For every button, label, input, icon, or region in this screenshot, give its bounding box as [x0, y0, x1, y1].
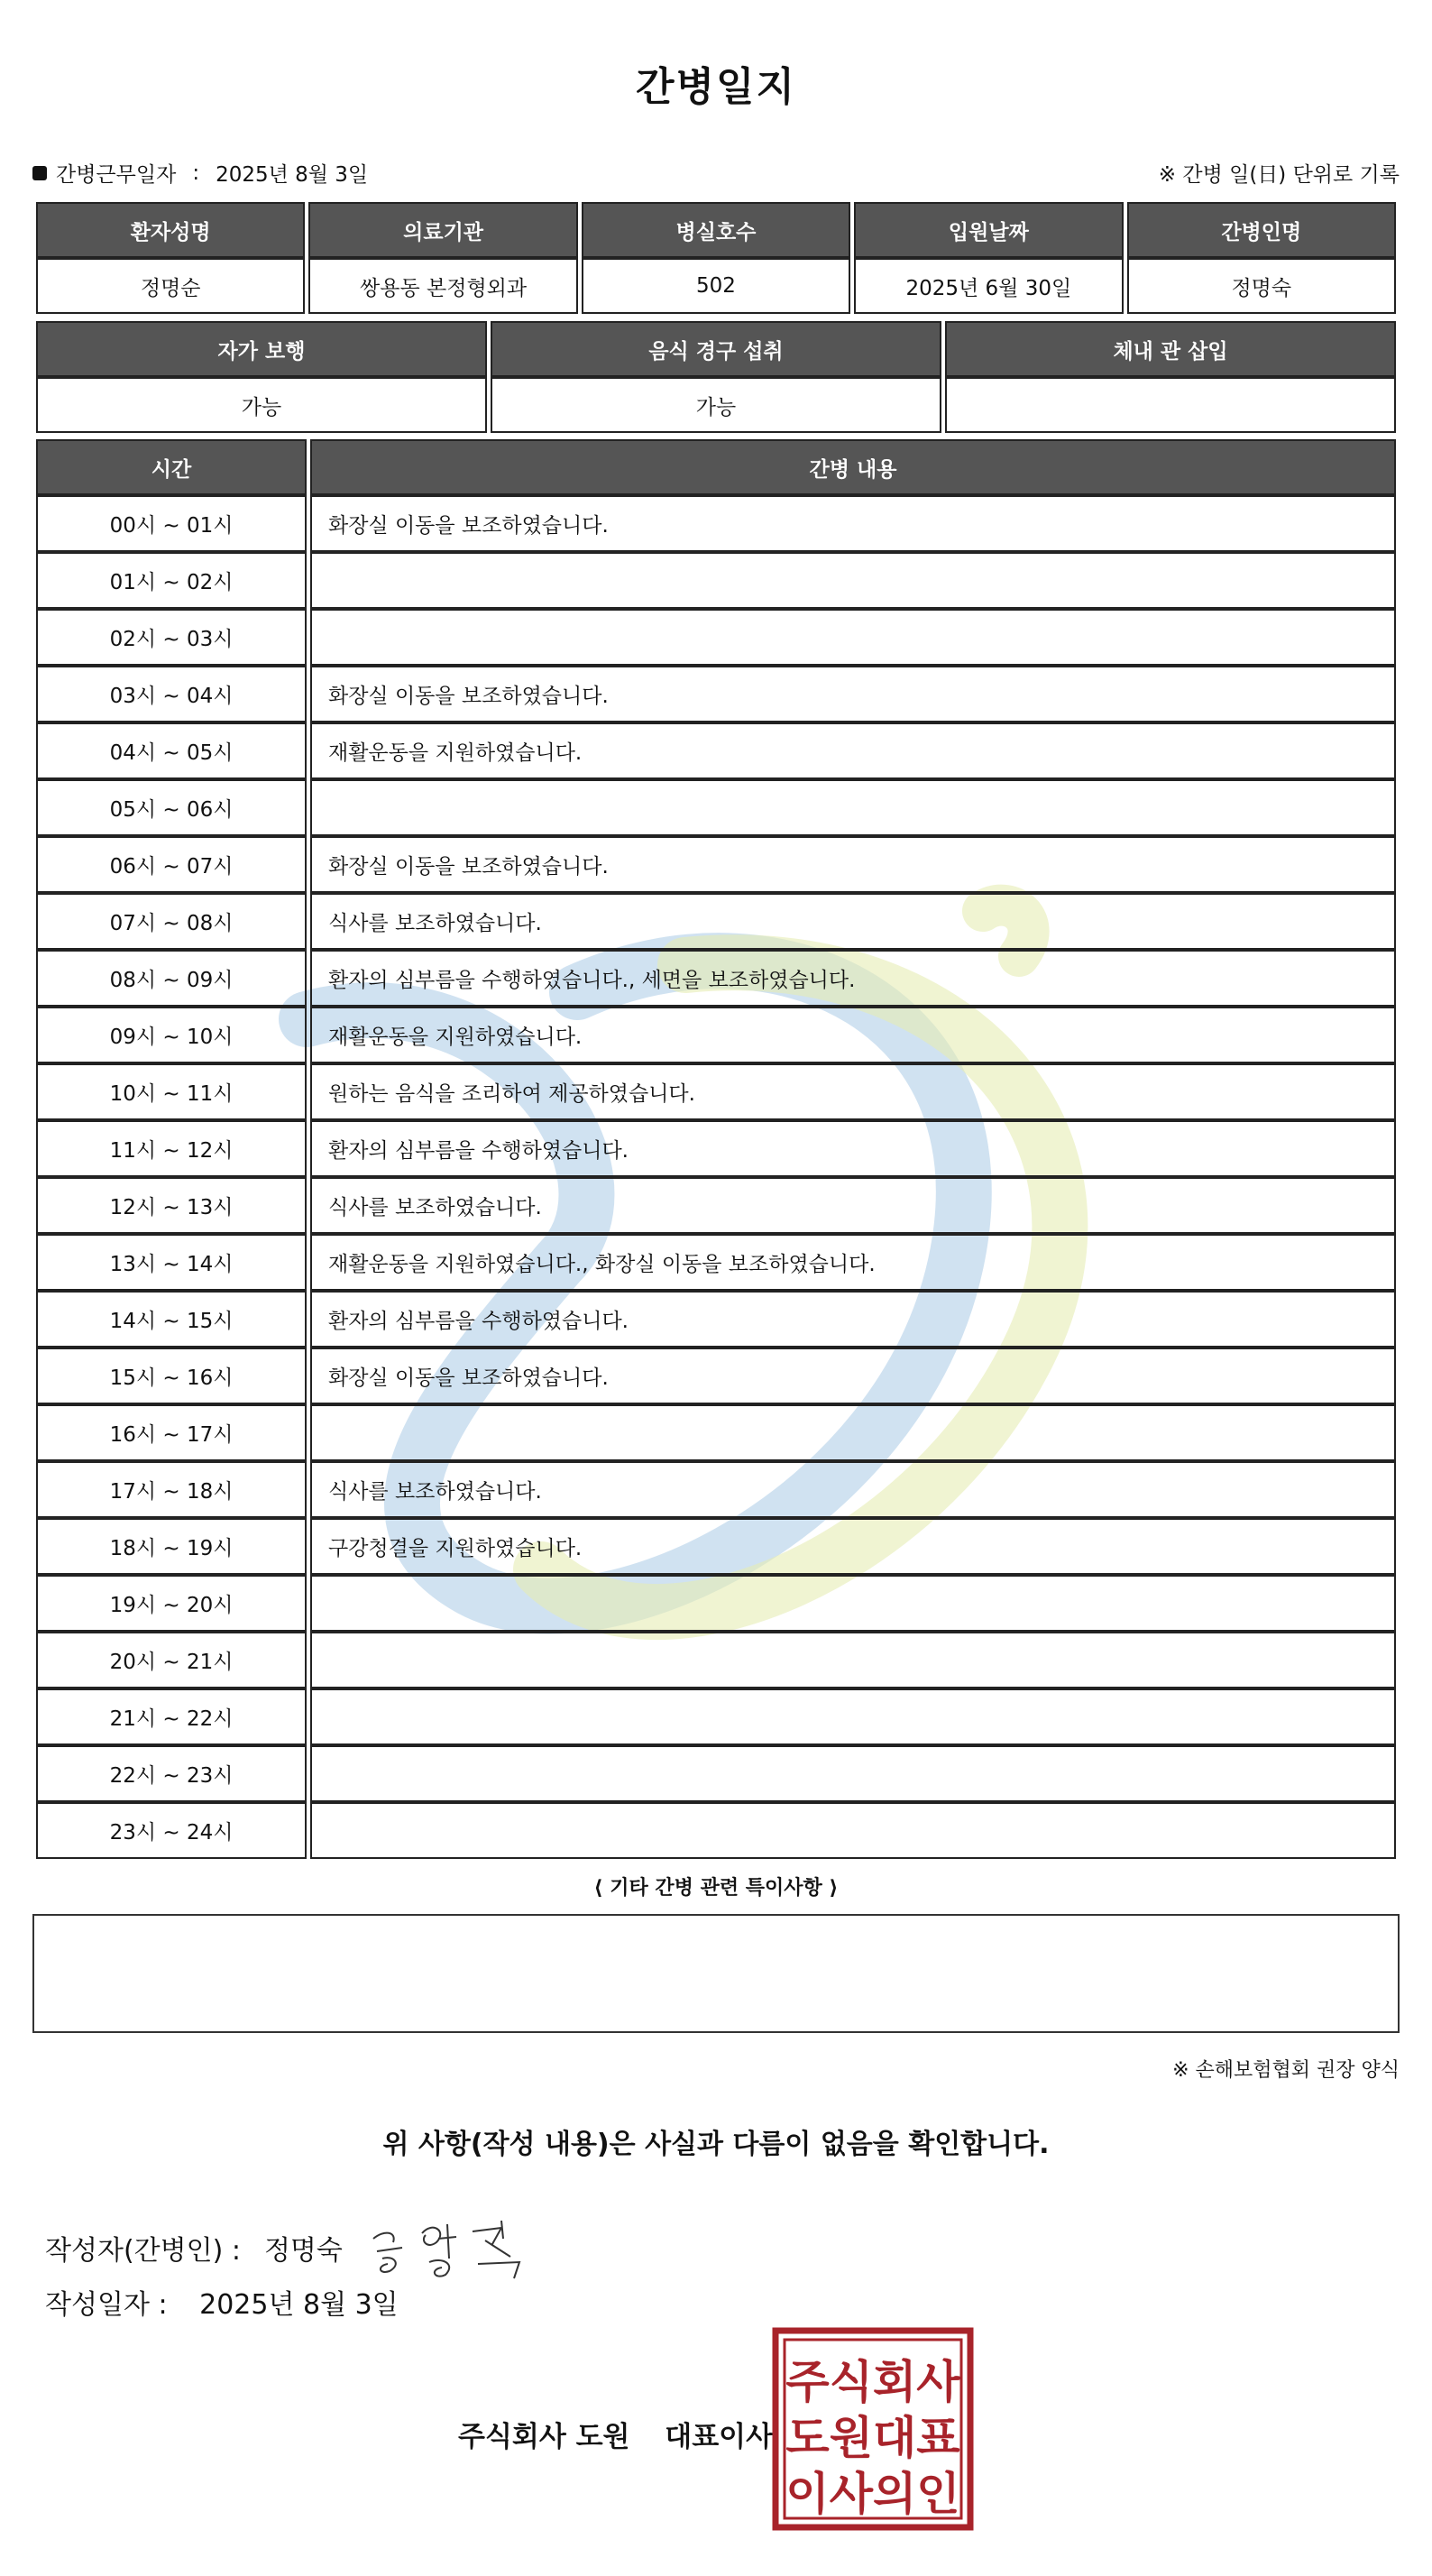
care-content-cell: 식사를 보조하였습니다.	[310, 893, 1396, 950]
seal-line-2: 도원대표	[785, 2412, 960, 2464]
hospital: 쌍용동 본정형외과	[308, 258, 577, 314]
table-row	[36, 779, 1396, 836]
time-cell: 23시 ~ 24시	[36, 1802, 307, 1859]
care-content-cell	[310, 1802, 1396, 1859]
table-row	[36, 666, 1396, 722]
writer-signature	[366, 2212, 537, 2284]
table-row	[36, 893, 1396, 950]
care-content-cell: 환자의 심부름을 수행하였습니다., 세면을 보조하였습니다.	[310, 950, 1396, 1007]
written-date-label: 작성일자 :	[45, 2289, 168, 2321]
time-cell: 02시 ~ 03시	[36, 609, 307, 666]
table-row	[36, 1518, 1396, 1575]
time-cell: 21시 ~ 22시	[36, 1688, 307, 1745]
table-row	[36, 722, 1396, 779]
company-seal	[772, 2327, 974, 2531]
care-content-cell: 재활운동을 지원하였습니다., 화장실 이동을 보조하였습니다.	[310, 1234, 1396, 1291]
company-name: 주식회사 도원	[458, 2421, 630, 2453]
written-date-value: 2025년 8월 3일	[199, 2289, 399, 2321]
time-cell: 10시 ~ 11시	[36, 1063, 307, 1120]
time-cell: 17시 ~ 18시	[36, 1461, 307, 1518]
notes-title: ⟨ 기타 간병 관련 특이사항 ⟩	[593, 1877, 839, 1900]
confirmation-statement: 위 사항(작성 내용)은 사실과 다름이 없음을 확인합니다.	[382, 2129, 1050, 2160]
header-care-content: 간병 내용	[310, 439, 1396, 495]
room-number: 502	[582, 258, 850, 314]
care-content-cell: 재활운동을 지원하였습니다.	[310, 1007, 1396, 1063]
table-row	[36, 495, 1396, 552]
time-cell: 14시 ~ 15시	[36, 1291, 307, 1348]
care-content-cell: 재활운동을 지원하였습니다.	[310, 722, 1396, 779]
care-content-cell	[310, 609, 1396, 666]
work-date-value: 2025년 8월 3일	[216, 163, 369, 187]
care-content-cell	[310, 1632, 1396, 1688]
time-cell: 04시 ~ 05시	[36, 722, 307, 779]
tube-insertion	[945, 377, 1396, 433]
seal-line-1: 주식회사	[785, 2356, 960, 2408]
admission-date: 2025년 6월 30일	[854, 258, 1123, 314]
work-date-separator: :	[192, 161, 200, 185]
header-tube-insertion: 체내 관 삽입	[945, 321, 1396, 377]
care-content-cell: 화장실 이동을 보조하였습니다.	[310, 495, 1396, 552]
table-row	[36, 1632, 1396, 1688]
care-content-cell: 구강청결을 지원하였습니다.	[310, 1518, 1396, 1575]
table-row	[36, 1404, 1396, 1461]
caregiver-name: 정명숙	[1127, 258, 1396, 314]
table-row	[36, 836, 1396, 893]
time-cell: 06시 ~ 07시	[36, 836, 307, 893]
representative-title: 대표이사	[665, 2421, 774, 2453]
header-admission-date: 입원날짜	[854, 202, 1123, 258]
recommend-note: ※ 손해보험협회 권장 양식	[1172, 2059, 1400, 2082]
time-cell: 03시 ~ 04시	[36, 666, 307, 722]
care-content-cell	[310, 552, 1396, 609]
meta-row	[32, 158, 1400, 190]
time-cell: 18시 ~ 19시	[36, 1518, 307, 1575]
header-hospital: 의료기관	[308, 202, 577, 258]
care-content-cell: 환자의 심부름을 수행하였습니다.	[310, 1120, 1396, 1177]
time-cell: 07시 ~ 08시	[36, 893, 307, 950]
company-signature-line	[458, 2414, 773, 2454]
work-date	[32, 158, 368, 188]
care-content-cell: 환자의 심부름을 수행하였습니다.	[310, 1291, 1396, 1348]
daily-record-note: ※ 간병 일(日) 단위로 기록	[1158, 163, 1400, 187]
header-caregiver-name: 간병인명	[1127, 202, 1396, 258]
oral-intake: 가능	[491, 377, 941, 433]
table-row	[36, 1291, 1396, 1348]
care-log-body	[36, 495, 1396, 1859]
written-date-row	[45, 2282, 399, 2322]
time-cell: 20시 ~ 21시	[36, 1632, 307, 1688]
patient-info-table	[32, 202, 1400, 314]
care-log-table	[32, 439, 1400, 1859]
table-row	[36, 950, 1396, 1007]
care-content-cell: 화장실 이동을 보조하였습니다.	[310, 1348, 1396, 1404]
time-cell: 16시 ~ 17시	[36, 1404, 307, 1461]
header-room-number: 병실호수	[582, 202, 850, 258]
table-row	[36, 1348, 1396, 1404]
document-title: 간병일지	[635, 64, 796, 110]
care-content-cell	[310, 779, 1396, 836]
table-row	[36, 1745, 1396, 1802]
notes-box	[32, 1914, 1400, 2033]
table-row	[36, 1688, 1396, 1745]
writer-row	[45, 2212, 537, 2284]
header-oral-intake: 음식 경구 섭취	[491, 321, 941, 377]
care-content-cell: 화장실 이동을 보조하였습니다.	[310, 836, 1396, 893]
table-row	[36, 1802, 1396, 1859]
care-content-cell	[310, 1575, 1396, 1632]
table-row	[36, 609, 1396, 666]
care-content-cell	[310, 1745, 1396, 1802]
header-time: 시간	[36, 439, 307, 495]
time-cell: 09시 ~ 10시	[36, 1007, 307, 1063]
table-row	[36, 552, 1396, 609]
writer-name: 정명숙	[263, 2235, 343, 2267]
time-cell: 11시 ~ 12시	[36, 1120, 307, 1177]
time-cell: 00시 ~ 01시	[36, 495, 307, 552]
care-content-cell: 식사를 보조하였습니다.	[310, 1461, 1396, 1518]
self-walking: 가능	[36, 377, 487, 433]
table-row	[36, 1063, 1396, 1120]
writer-label: 작성자(간병인) :	[45, 2235, 241, 2267]
time-cell: 22시 ~ 23시	[36, 1745, 307, 1802]
header-patient-name: 환자성명	[36, 202, 305, 258]
time-cell: 08시 ~ 09시	[36, 950, 307, 1007]
care-content-cell	[310, 1688, 1396, 1745]
care-content-cell: 식사를 보조하였습니다.	[310, 1177, 1396, 1234]
time-cell: 15시 ~ 16시	[36, 1348, 307, 1404]
time-cell: 13시 ~ 14시	[36, 1234, 307, 1291]
table-row	[36, 1234, 1396, 1291]
care-content-cell	[310, 1404, 1396, 1461]
care-content-cell: 화장실 이동을 보조하였습니다.	[310, 666, 1396, 722]
seal-line-3: 이사의인	[785, 2468, 960, 2520]
table-row	[36, 1177, 1396, 1234]
table-row	[36, 1575, 1396, 1632]
time-cell: 12시 ~ 13시	[36, 1177, 307, 1234]
patient-name: 정명순	[36, 258, 305, 314]
patient-status-table	[32, 321, 1400, 433]
time-cell: 01시 ~ 02시	[36, 552, 307, 609]
care-content-cell: 원하는 음식을 조리하여 제공하였습니다.	[310, 1063, 1396, 1120]
table-row	[36, 1461, 1396, 1518]
bullet-icon	[32, 166, 47, 180]
work-date-label: 간병근무일자	[56, 163, 177, 187]
header-self-walking: 자가 보행	[36, 321, 487, 377]
time-cell: 05시 ~ 06시	[36, 779, 307, 836]
table-row	[36, 1120, 1396, 1177]
time-cell: 19시 ~ 20시	[36, 1575, 307, 1632]
table-row	[36, 1007, 1396, 1063]
